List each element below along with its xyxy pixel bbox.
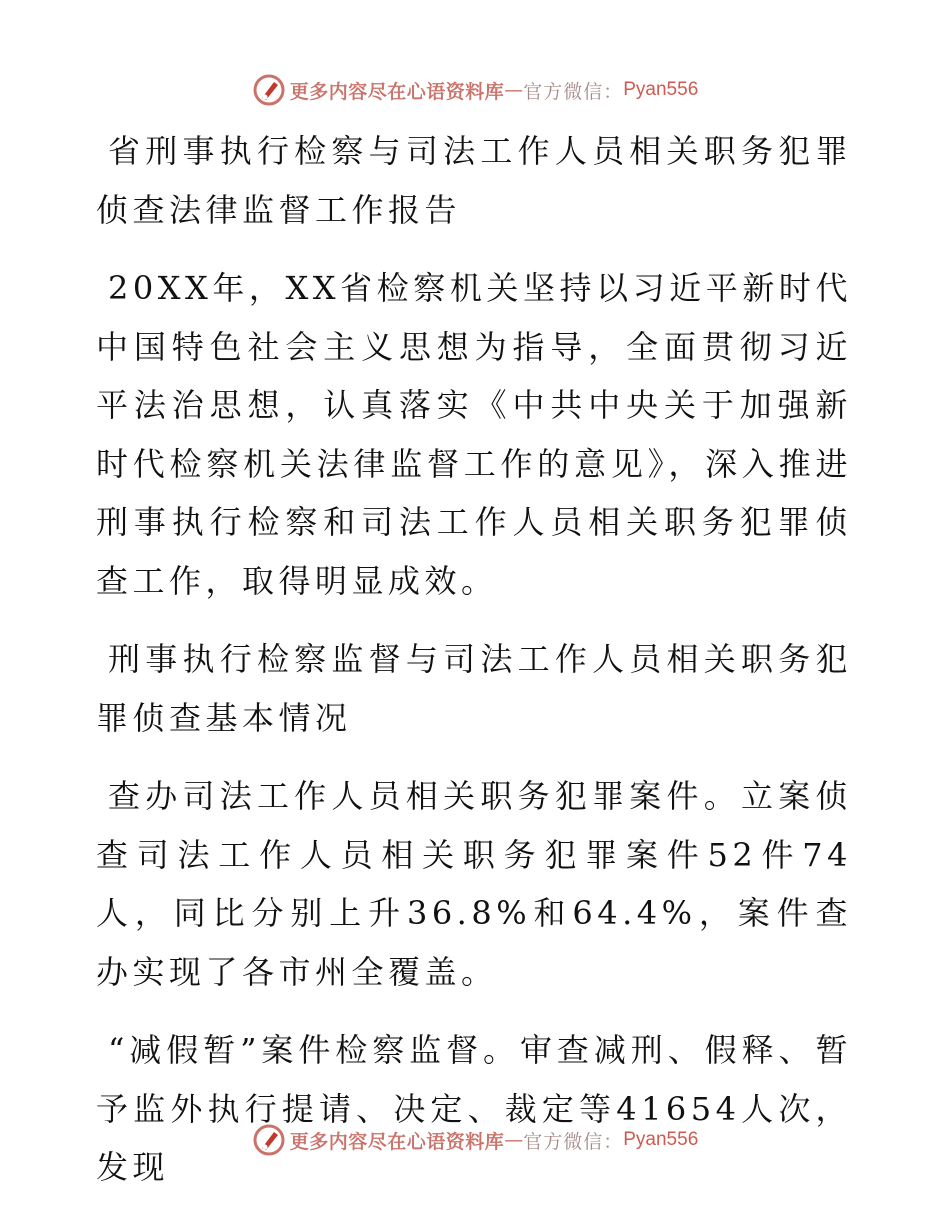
watermark-footer: [0, 1120, 950, 1160]
intro-paragraph: 20XX年，XX省检察机关坚持以习近平新时代中国特色社会主义思想为指导，全面贯彻习近平法治思想，认真落实《中共中央关于加强新时代检察机关法律监督工作的意见》，深入推进刑事执行检察和司法工作人员相关职务犯罪侦查工作，取得明显成效。: [96, 269, 852, 600]
watermark-text: 更多内容尽在心语资料库: [289, 80, 505, 103]
watermark-contact: 官方微信：: [523, 1130, 624, 1153]
watermark-handle: Pyan556: [623, 79, 699, 100]
paragraph-case-investigation: 查办司法工作人员相关职务犯罪案件。立案侦查司法工作人员相关职务犯罪案件52件74人，同比分别上升36.8%和64.4%，案件查办实现了各市州全覆盖。: [96, 777, 852, 991]
pen-nib-circle-icon: [252, 73, 286, 107]
paragraph-sentence-supervision: “减假暂”案件检察监督。审查减刑、假释、暂予监外执行提请、决定、裁定等41654人次，发现: [96, 1031, 852, 1186]
watermark-dash: —: [504, 79, 524, 101]
watermark-header: [0, 70, 950, 110]
watermark-text: 更多内容尽在心语资料库: [289, 1130, 505, 1153]
watermark-handle: Pyan556: [623, 1129, 699, 1150]
document-body: [96, 122, 852, 1217]
document-title: 省刑事执行检察与司法工作人员相关职务犯罪侦查法律监督工作报告: [96, 132, 852, 229]
pen-nib-circle-icon: [252, 1123, 286, 1157]
watermark-contact: 官方微信：: [523, 80, 624, 103]
section-heading: 刑事执行检察监督与司法工作人员相关职务犯罪侦查基本情况: [96, 640, 852, 737]
watermark-dash: —: [504, 1129, 524, 1151]
